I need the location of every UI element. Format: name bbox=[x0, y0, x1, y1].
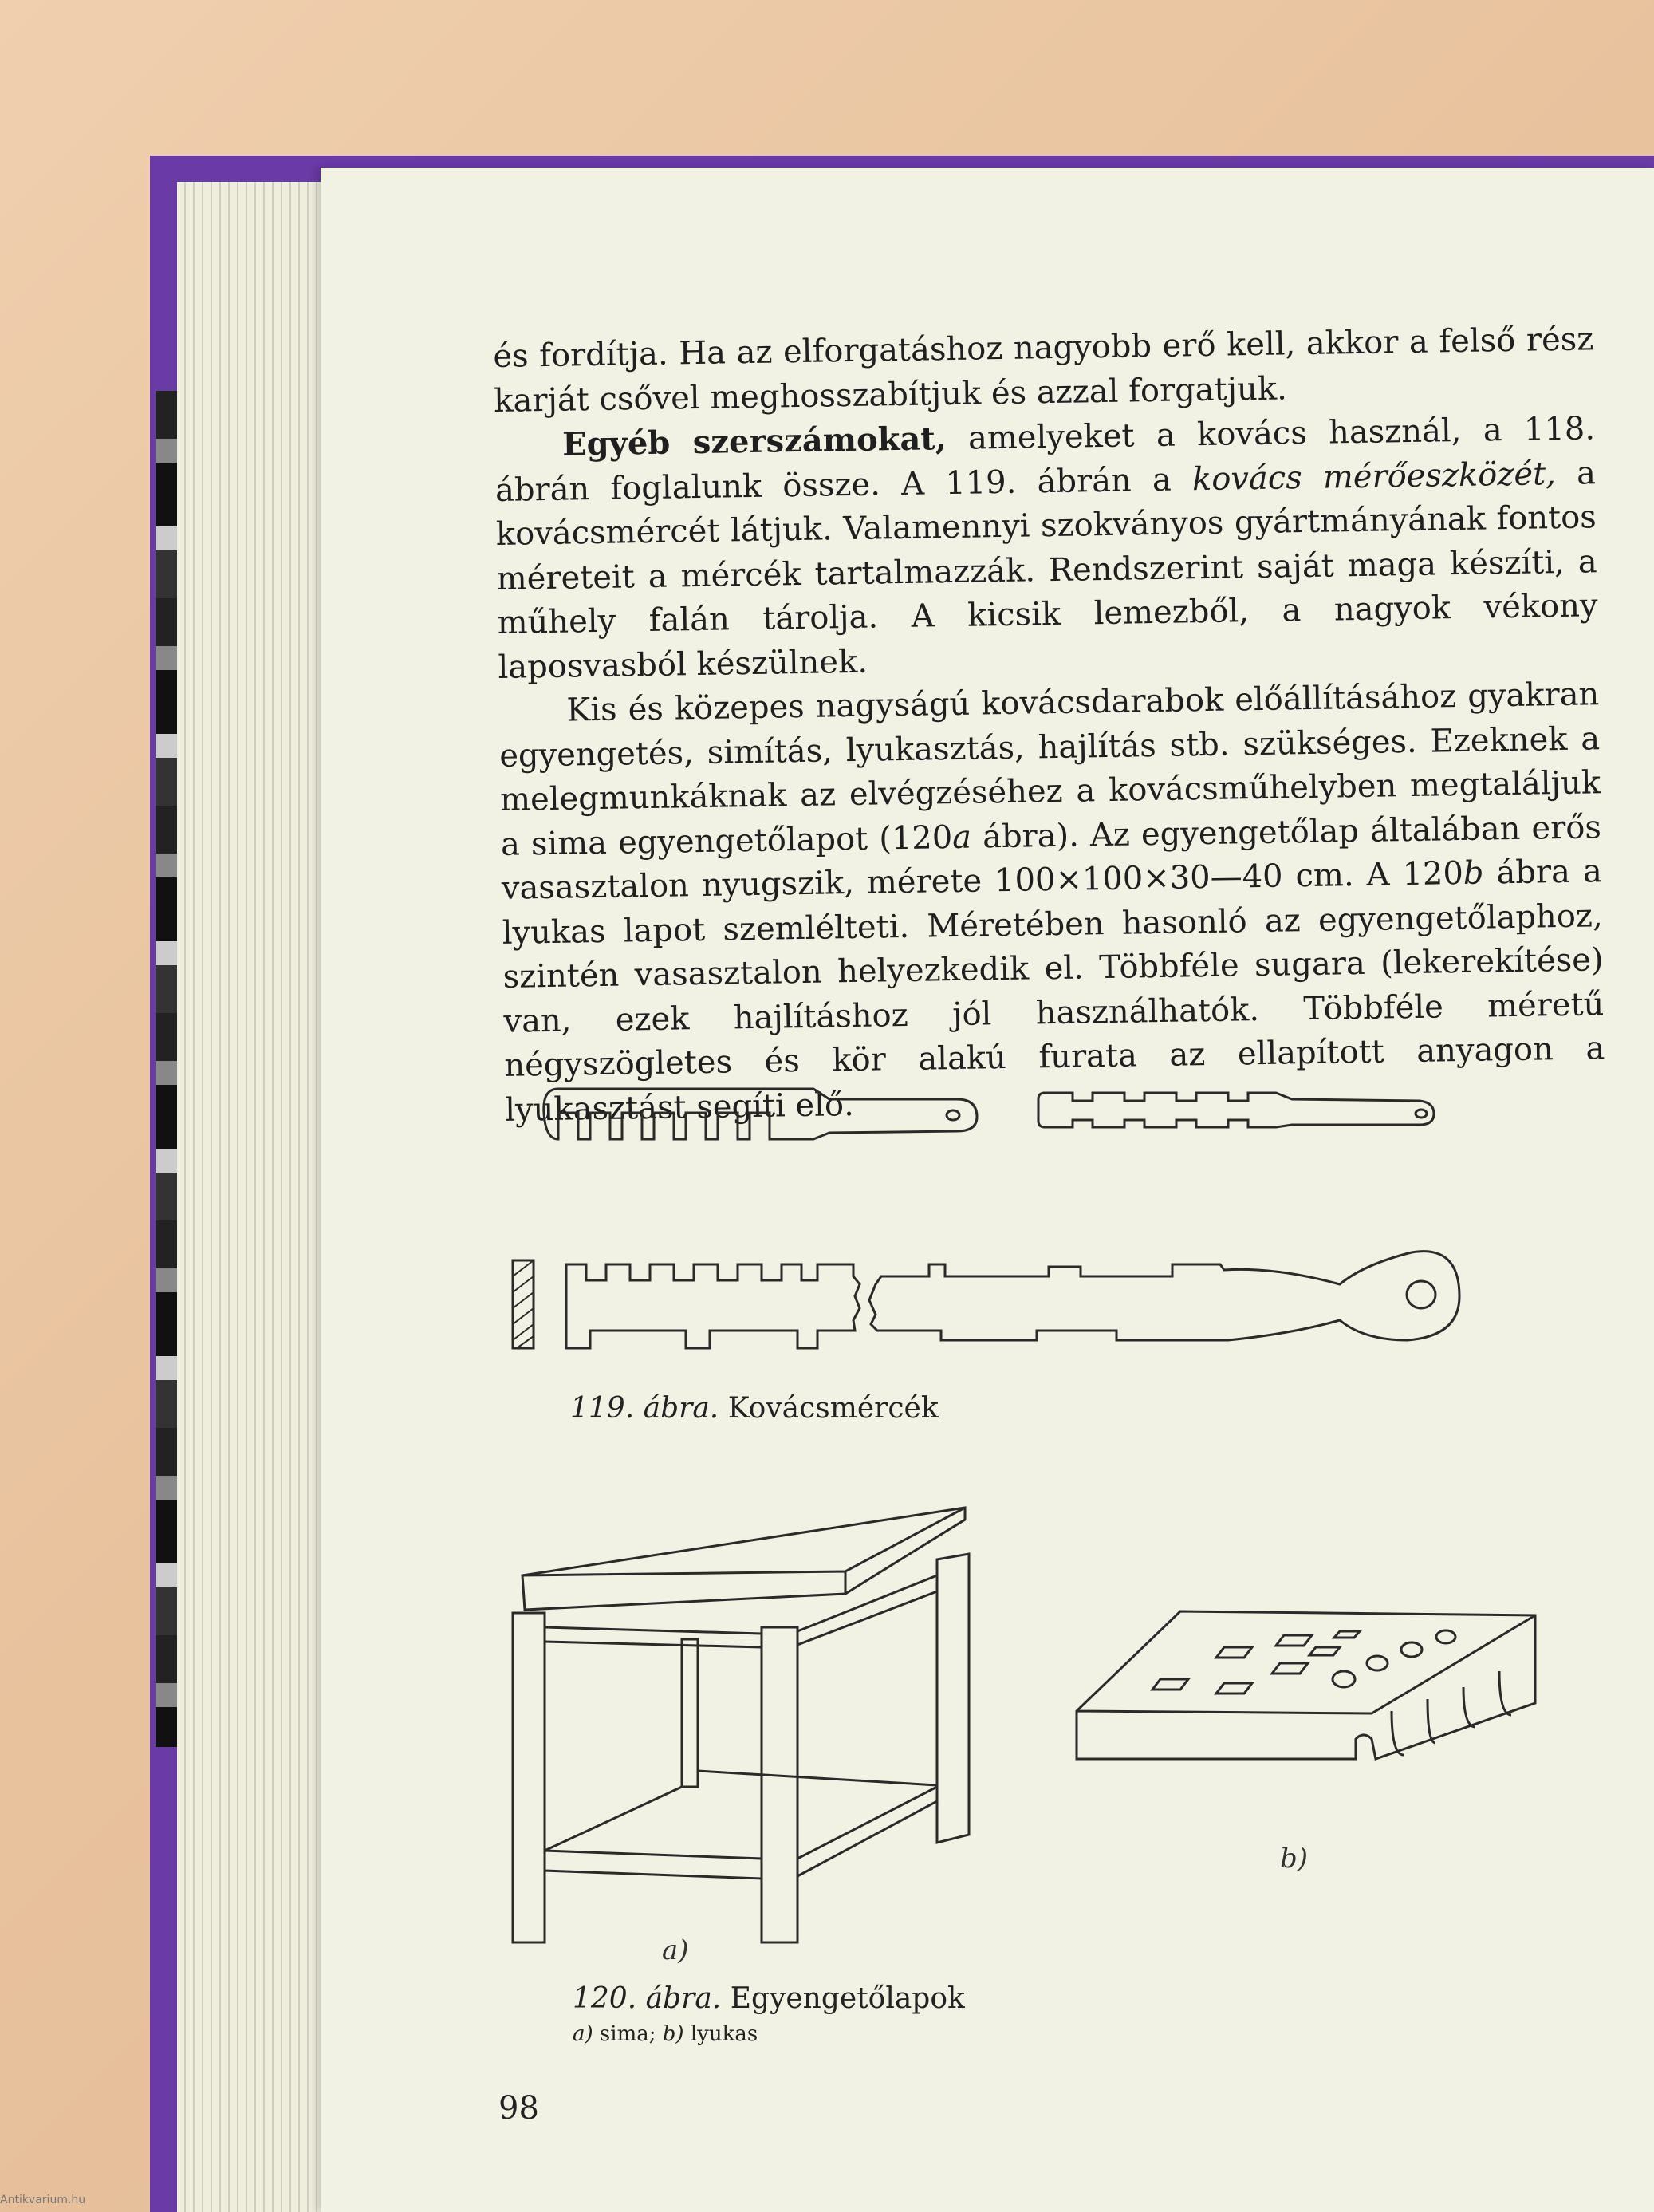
figure-119-caption bbox=[570, 1392, 939, 1425]
paragraph-3-text-a: Kis és közepes nagyságú kovácsdarabok előállításához gyakran egyengetés, simítás, lyukasztás, hajlítás stb. szükséges. Ezeknek a melegmunkáknak az elvégzéséhez a kovácsműhelyben megtaláljuk a sima egyengetőlapot (120 bbox=[498, 676, 1601, 863]
plate-notches bbox=[1392, 1671, 1511, 1755]
bold-term: Egyéb szerszámokat, bbox=[561, 420, 947, 463]
gauge-handle-hole bbox=[1407, 1281, 1435, 1308]
figure-120a-label: a) bbox=[662, 1934, 689, 1966]
gauge-hole bbox=[1416, 1110, 1427, 1118]
paragraph-2-text-b: a kovácsmércét látjuk. Valamennyi szokványos gyártmányának fontos méreteit a mércék tartalmazzák. Rendszerint saját maga készíti, a műhely falán tárolja. A kicsik lemezből, a nagyok vékony laposvasból készülnek. bbox=[495, 454, 1598, 686]
gauge-hole bbox=[947, 1110, 959, 1120]
subcaption-a-label: a) bbox=[573, 2022, 593, 2046]
figure-120-subcaption bbox=[573, 2022, 758, 2046]
round-hole bbox=[1436, 1630, 1455, 1643]
round-hole bbox=[1401, 1642, 1422, 1657]
table-leg-front-left bbox=[513, 1613, 545, 1942]
round-hole bbox=[1367, 1656, 1388, 1670]
table-top-edge bbox=[522, 1508, 965, 1594]
paragraph-3-text-b: ábra). Az egyengetőlap általában erős vasasztalon nyugszik, mérete 100×100×30—40 cm. A 120 bbox=[501, 808, 1602, 907]
gauge-notched-right bbox=[1038, 1093, 1434, 1127]
table-frame-lower bbox=[545, 1771, 937, 1879]
paragraph-3-italic-a: a bbox=[951, 818, 972, 856]
figure-119-number: 119. ábra. bbox=[570, 1392, 719, 1425]
round-hole bbox=[1333, 1671, 1355, 1687]
gauge-comb-left bbox=[544, 1089, 977, 1139]
table-leg-front-right bbox=[762, 1627, 797, 1942]
table-top bbox=[522, 1508, 965, 1610]
figure-120-number: 120. ábra. bbox=[573, 1982, 722, 2015]
square-hole bbox=[1276, 1635, 1312, 1646]
table-leg-back-right bbox=[937, 1554, 969, 1843]
square-hole bbox=[1152, 1679, 1188, 1690]
perforated-plate bbox=[1077, 1611, 1535, 1759]
paragraph-2-text-a: amelyeket a kovács használ, a 118. ábrán foglalunk össze. A 119. ábrán a bbox=[494, 410, 1596, 509]
section-hatching bbox=[513, 1260, 534, 1348]
subcaption-b-text: lyukas bbox=[690, 2022, 758, 2046]
table-frame-upper bbox=[545, 1575, 937, 1647]
square-hole bbox=[1216, 1647, 1252, 1658]
paragraph-3-italic-b: b bbox=[1463, 854, 1484, 892]
square-hole bbox=[1216, 1683, 1252, 1694]
square-hole bbox=[1334, 1631, 1360, 1638]
figure-120-title: Egyengetőlapok bbox=[730, 1982, 965, 2015]
italic-term: kovács mérőeszközét, bbox=[1191, 455, 1557, 498]
table-leg-back-left bbox=[682, 1639, 698, 1787]
figure-119-title: Kovácsmércék bbox=[727, 1392, 939, 1425]
square-hole bbox=[1309, 1647, 1340, 1655]
subcaption-a-text: sima; bbox=[599, 2022, 656, 2046]
watermark: Antikvarium.hu bbox=[0, 2194, 86, 2206]
figure-120-caption bbox=[573, 1982, 965, 2015]
square-hole bbox=[1272, 1663, 1308, 1674]
figure-120b-label: b) bbox=[1280, 1843, 1309, 1875]
paragraph-3-text-c: ábra a lyukas lapot szemlélteti. Méretében hasonló az egyengetőlaphoz, szintén vasasztalon helyezkedik el. Többféle sugara (lekerekítése) van, ezek hajlításhoz jól használhatók. Többféle méretű négyszögletes és kör alakú furata az ellapított anyagon a lyukasztást segíti elő. bbox=[502, 853, 1605, 1129]
gauge-long-right bbox=[869, 1252, 1459, 1340]
page-number: 98 bbox=[498, 2090, 539, 2127]
gauge-long-left bbox=[566, 1264, 860, 1348]
paragraph-1: és fordítja. Ha az elforgatáshoz nagyobb erő kell, akkor a felső rész karját csővel meghosszabítjuk és azzal forgatjuk. bbox=[493, 321, 1594, 420]
subcaption-b-label: b) bbox=[662, 2022, 684, 2046]
